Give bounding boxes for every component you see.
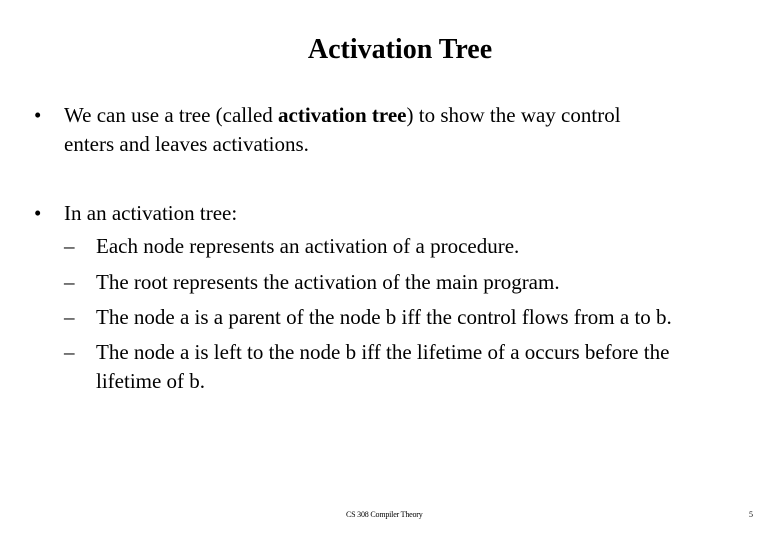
bullet-text-part-1: We can use a tree (called (64, 103, 279, 127)
sub-item-dash: – (64, 340, 75, 364)
bullet-text-part-2: ) to show the way control (406, 103, 621, 127)
sub-item-text (96, 338, 766, 396)
bullet-mark: • (34, 201, 42, 225)
sub-item-text: The node a is a parent of the node b iff the control flows from a to b. (96, 305, 672, 329)
bullet-text-bold-term: activation tree (278, 103, 407, 127)
sub-item-dash: – (64, 234, 75, 258)
bullet-text (64, 101, 764, 159)
sub-item-text: The root represents the activation of the main program. (96, 270, 560, 294)
footer-course-name: CS 308 Compiler Theory (346, 510, 423, 519)
sub-item-text-line-1: The node a is left to the node b iff the lifetime of a occurs before the (96, 340, 670, 364)
sub-item-dash: – (64, 270, 75, 294)
sub-item-dash: – (64, 305, 75, 329)
bullet-text-line-2: enters and leaves activations. (64, 132, 309, 156)
slide-title: Activation Tree (307, 34, 493, 65)
bullet-mark: • (34, 103, 42, 127)
bullet-text: In an activation tree: (64, 201, 238, 225)
footer-page-number: 5 (749, 510, 753, 519)
sub-item-text-line-2: lifetime of b. (96, 369, 206, 393)
sub-item-text: Each node represents an activation of a procedure. (96, 234, 520, 258)
